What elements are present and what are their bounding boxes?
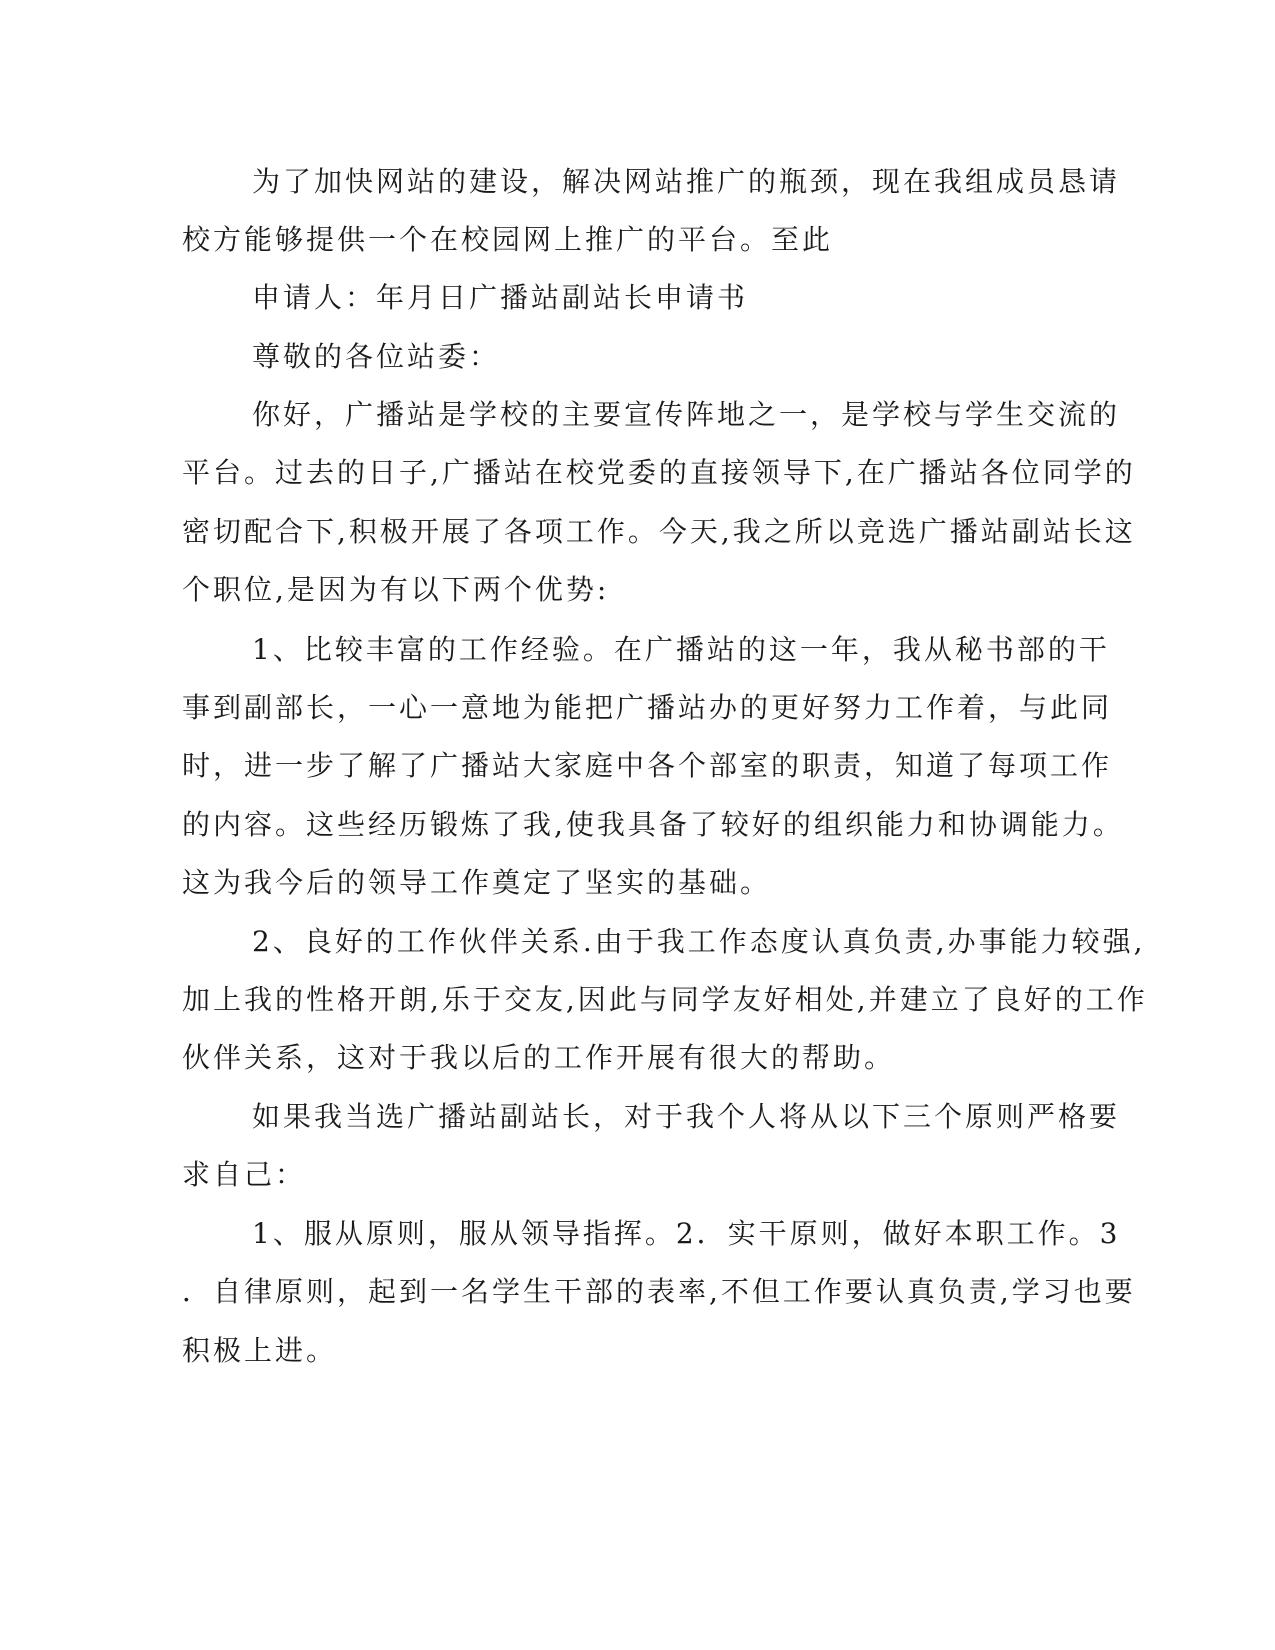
text-line: 这为我今后的领导工作奠定了坚实的基础。 [182,866,772,899]
text-line: 加上我的性格开朗,乐于交友,因此与同学友好相处,并建立了良好的工作 [182,983,1148,1016]
text-line: 为了加快网站的建设，解决网站推广的瓶颈，现在我组成员恳请 [252,165,1121,198]
text-line: 时，进一步了解了广播站大家庭中各个部室的职责，知道了每项工作 [182,749,1113,782]
text-line: 平台。过去的日子,广播站在校党委的直接领导下,在广播站各位同学的 [182,456,1136,489]
text-line: 积极上进。 [182,1334,338,1367]
text-line: 2、良好的工作伙伴关系.由于我工作态度认真负责,办事能力较强, [252,925,1146,958]
text-line: ．自律原则，起到一名学生干部的表率,不但工作要认真负责,学习也要 [182,1275,1136,1308]
text-line: 1、服从原则，服从领导指挥。2．实干原则，做好本职工作。3 [252,1217,1121,1250]
text-line: 伙伴关系，这对于我以后的工作开展有很大的帮助。 [182,1041,896,1074]
text-line: 事到副部长，一心一意地为能把广播站办的更好努力工作着，与此同 [182,691,1113,724]
text-line: 你好，广播站是学校的主要宣传阵地之一，是学校与学生交流的 [252,398,1121,431]
text-line: 申请人：年月日广播站副站长申请书 [252,281,749,314]
text-line: 如果我当选广播站副站长，对于我个人将从以下三个原则严格要 [252,1100,1121,1133]
text-line: 个职位,是因为有以下两个优势: [182,573,610,606]
text-line: 校方能够提供一个在校园网上推广的平台。至此 [182,223,834,256]
text-line: 1、比较丰富的工作经验。在广播站的这一年，我从秘书部的干 [252,633,1110,666]
text-line: 密切配合下,积极开展了各项工作。今天,我之所以竞选广播站副站长这 [182,515,1136,548]
text-line: 求自己： [182,1158,307,1191]
text-line: 尊敬的各位站委： [252,340,501,373]
text-line: 的内容。这些经历锻炼了我,使我具备了较好的组织能力和协调能力。 [182,808,1124,841]
